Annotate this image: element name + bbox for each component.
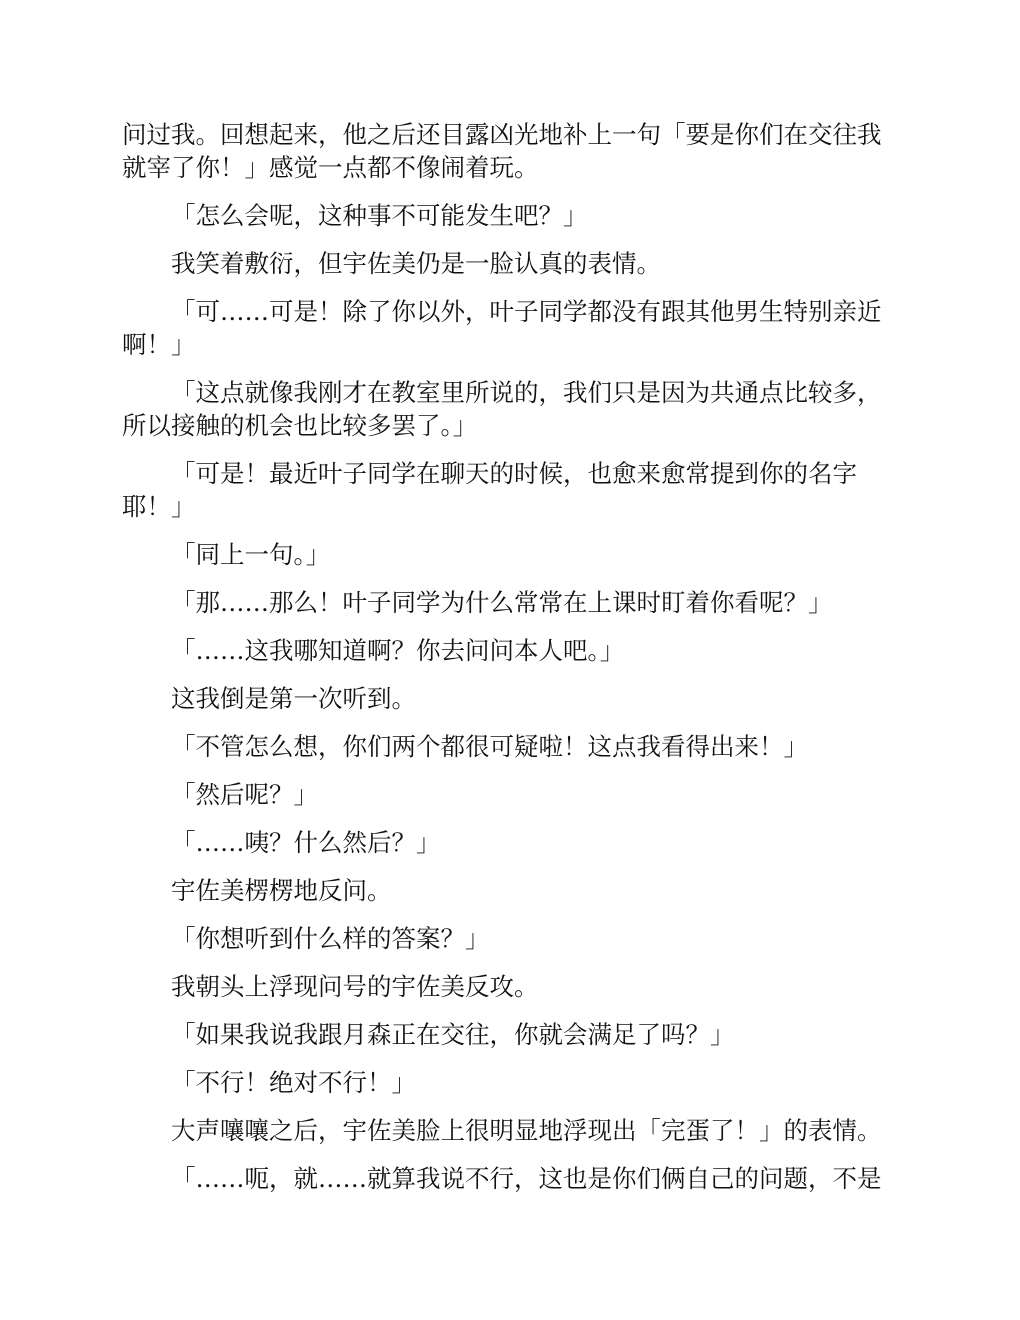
paragraph: 「……这我哪知道啊？你去问问本人吧。」 bbox=[171, 636, 625, 665]
paragraph: 「那……那么！叶子同学为什么常常在上课时盯着你看呢？」 bbox=[171, 588, 833, 617]
paragraph: 这我倒是第一次听到。 bbox=[171, 684, 416, 713]
paragraph: 「如果我说我跟月森正在交往，你就会满足了吗？」 bbox=[171, 1020, 735, 1049]
paragraph: 「……咦？什么然后？」 bbox=[171, 828, 441, 857]
paragraph: 我笑着敷衍，但宇佐美仍是一脸认真的表情。 bbox=[171, 249, 661, 278]
paragraph: 「不管怎么想，你们两个都很可疑啦！这点我看得出来！」 bbox=[171, 732, 808, 761]
paragraph: 「然后呢？」 bbox=[171, 780, 318, 809]
body-text bbox=[122, 118, 898, 1210]
paragraph: 宇佐美楞楞地反问。 bbox=[171, 876, 392, 905]
paragraph: 「可是！最近叶子同学在聊天的时候，也愈来愈常提到你的名字耶！」 bbox=[122, 459, 857, 521]
paragraph: 「可……可是！除了你以外，叶子同学都没有跟其他男生特别亲近啊！」 bbox=[122, 297, 882, 359]
paragraph: 「同上一句。」 bbox=[171, 540, 331, 569]
paragraph: 我朝头上浮现问号的宇佐美反攻。 bbox=[171, 972, 539, 1001]
paragraph: 「……呃，就……就算我说不行，这也是你们俩自己的问题，不是 bbox=[171, 1164, 882, 1193]
paragraph: 「怎么会呢，这种事不可能发生吧？」 bbox=[171, 201, 588, 230]
paragraph: 大声嚷嚷之后，宇佐美脸上很明显地浮现出「完蛋了！」的表情。 bbox=[171, 1116, 882, 1145]
paragraph: 「不行！绝对不行！」 bbox=[171, 1068, 416, 1097]
paragraph: 「这点就像我刚才在教室里所说的，我们只是因为共通点比较多，所以接触的机会也比较多罢了。」 bbox=[122, 378, 882, 440]
paragraph: 问过我。回想起来，他之后还目露凶光地补上一句「要是你们在交往我就宰了你！」感觉一点都不像闹着玩。 bbox=[122, 120, 882, 182]
paragraph: 「你想听到什么样的答案？」 bbox=[171, 924, 490, 953]
